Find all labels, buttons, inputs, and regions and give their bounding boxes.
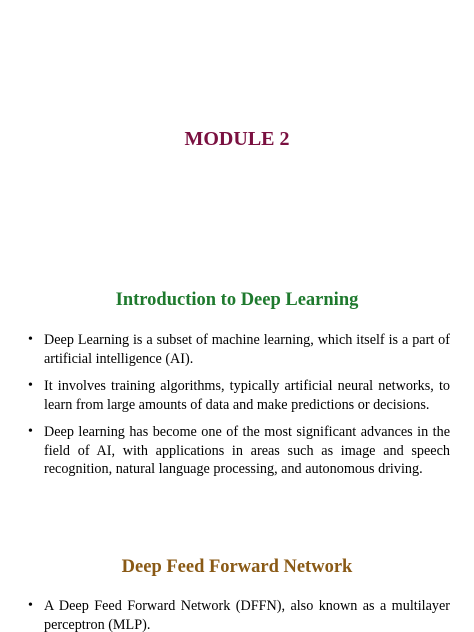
list-item	[28, 377, 450, 414]
section-title-dffn: Deep Feed Forward Network	[121, 557, 353, 577]
bullet-text: It involves training algorithms, typically artificial neural networks, to learn from large amounts of data and make predictions or decisions.	[44, 378, 450, 413]
intro-bullet-list	[28, 331, 450, 488]
bullet-text: Deep learning has become one of the most significant advances in the field of AI, with applications in areas such as image and speech recognition, natural language processing, and autonomous driving.	[44, 424, 450, 477]
list-item	[28, 423, 450, 479]
bullet-icon: •	[28, 598, 33, 613]
list-item	[28, 597, 450, 632]
section-title-intro: Introduction to Deep Learning	[115, 290, 359, 310]
dffn-bullet-list	[28, 597, 450, 632]
bullet-text: A Deep Feed Forward Network (DFFN), also known as a multilayer perceptron (MLP).	[44, 598, 450, 632]
bullet-icon: •	[28, 378, 33, 393]
bullet-icon: •	[28, 332, 33, 347]
bullet-icon: •	[28, 424, 33, 439]
list-item	[28, 331, 450, 368]
bullet-text: Deep Learning is a subset of machine learning, which itself is a part of artificial intelligence (AI).	[44, 332, 450, 367]
module-title: MODULE 2	[184, 128, 290, 150]
